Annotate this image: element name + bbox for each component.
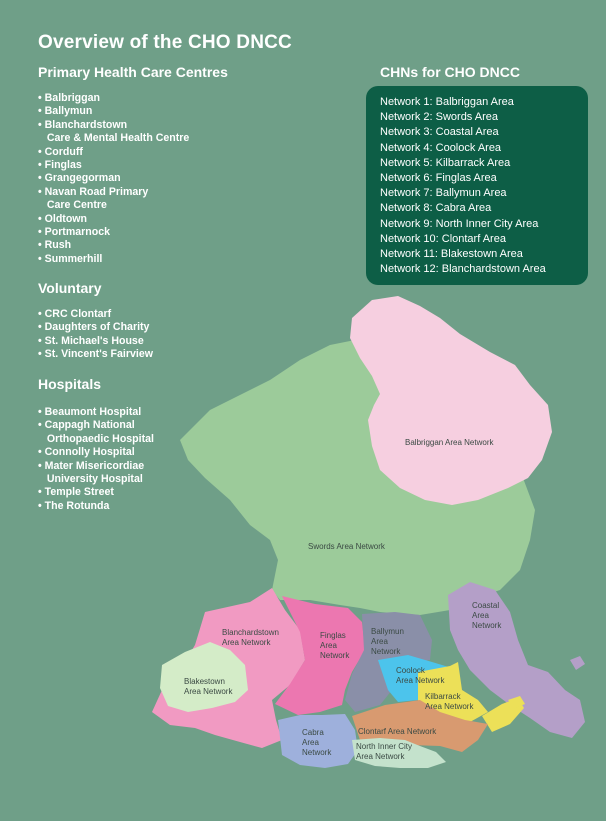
chn-item: Network 5: Kilbarrack Area [380, 156, 511, 169]
list-item: • Daughters of Charity [38, 321, 150, 334]
label-finglas-2: Area [320, 641, 337, 650]
list-item: • Blanchardstown [38, 118, 128, 131]
label-cabra-3: Network [302, 748, 332, 757]
hospitals-heading: Hospitals [38, 376, 102, 392]
chn-item: Network 12: Blanchardstown Area [380, 263, 546, 276]
chn-heading: CHNs for CHO DNCC [380, 64, 520, 80]
label-swords: Swords Area Network [308, 542, 385, 551]
list-item: • Oldtown [38, 212, 88, 225]
list-item: • Navan Road Primary [38, 185, 149, 198]
list-item: • St. Michael's House [38, 334, 144, 347]
label-ballymun-2: Area [371, 637, 388, 646]
list-item: Orthopaedic Hospital [38, 432, 154, 445]
label-blakestown-2: Area Network [184, 687, 233, 696]
list-item: • CRC Clontarf [38, 308, 112, 320]
label-ballymun-1: Ballymun [371, 627, 404, 636]
label-coolock-2: Area Network [396, 676, 445, 685]
label-coolock-1: Coolock [396, 666, 425, 675]
label-balbriggan: Balbriggan Area Network [405, 438, 494, 447]
label-cabra-1: Cabra [302, 728, 324, 737]
chn-item: Network 7: Ballymun Area [380, 187, 507, 200]
list-item: • Rush [38, 239, 72, 252]
island [570, 656, 585, 670]
chn-item: Network 2: Swords Area [380, 111, 498, 124]
label-coastal-2: Area [472, 611, 489, 620]
label-cabra-2: Area [302, 738, 319, 747]
label-kilbarrack-2: Area Network [425, 702, 474, 711]
list-item: • St. Vincent's Fairview [38, 348, 153, 361]
list-item: • Portmarnock [38, 226, 110, 239]
label-coastal-3: Network [472, 621, 502, 630]
list-item: • Finglas [38, 159, 82, 172]
label-finglas-3: Network [320, 651, 350, 660]
chn-item: Network 9: North Inner City Area [380, 217, 539, 230]
list-item: Care & Mental Health Centre [38, 132, 190, 145]
list-item: • Summerhill [38, 252, 103, 265]
label-blanchardstown-1: Blanchardstown [222, 628, 279, 637]
chn-item: Network 10: Clontarf Area [380, 232, 506, 245]
label-ballymun-3: Network [371, 647, 401, 656]
list-item: University Hospital [38, 473, 143, 486]
list-item: • Mater Misericordiae [38, 459, 145, 472]
chn-item: Network 8: Cabra Area [380, 202, 492, 215]
chn-item: Network 1: Balbriggan Area [380, 96, 514, 108]
label-finglas-1: Finglas [320, 631, 346, 640]
label-clontarf: Clontarf Area Network [358, 727, 437, 736]
label-coastal-1: Coastal [472, 601, 500, 610]
label-kilbarrack-1: Kilbarrack [425, 692, 461, 701]
list-item: Care Centre [38, 199, 107, 212]
list-item: • Cappagh National [38, 419, 135, 432]
chn-item: Network 6: Finglas Area [380, 172, 497, 185]
list-item: • Temple Street [38, 486, 114, 499]
list-item: • Connolly Hospital [38, 446, 135, 459]
label-north-inner-city-2: Area Network [356, 752, 405, 761]
list-item: • Grangegorman [38, 172, 121, 185]
primary-heading: Primary Health Care Centres [38, 64, 228, 80]
chn-item: Network 3: Coastal Area [380, 126, 499, 139]
list-item: • Corduff [38, 145, 83, 158]
label-north-inner-city-1: North Inner City [356, 742, 413, 751]
label-blanchardstown-2: Area Network [222, 638, 271, 647]
page-title: Overview of the CHO DNCC [38, 32, 292, 53]
label-blakestown-1: Blakestown [184, 677, 225, 686]
list-item: • Balbriggan [38, 92, 100, 104]
chn-item: Network 4: Coolock Area [380, 141, 502, 154]
list-item: • The Rotunda [38, 499, 110, 512]
voluntary-heading: Voluntary [38, 280, 102, 296]
list-item: • Beaumont Hospital [38, 406, 142, 418]
list-item: • Ballymun [38, 105, 93, 118]
chn-item: Network 11: Blakestown Area [380, 248, 523, 261]
